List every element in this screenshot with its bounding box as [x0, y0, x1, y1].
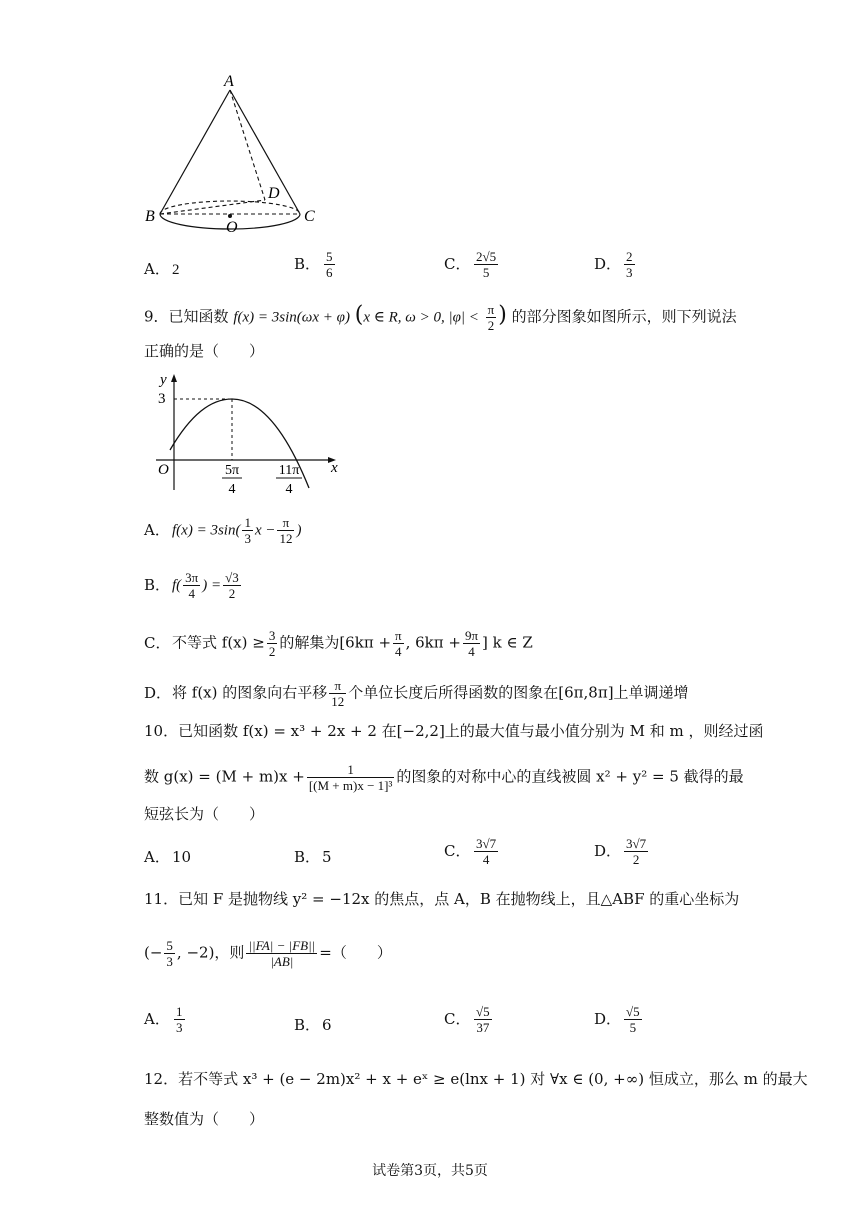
option-label: D．: [594, 1009, 622, 1028]
option-fraction: [329, 678, 346, 709]
fraction-denominator: 3: [176, 1020, 183, 1035]
option-fraction: [267, 628, 278, 659]
q11-coord-close: , −2)，则: [176, 943, 245, 962]
fraction-denominator: 4: [468, 644, 475, 659]
q9-stem-line2: 正确的是（ ）: [144, 342, 265, 360]
fraction-numerator: 3: [268, 628, 276, 643]
option-label: C．: [144, 633, 171, 652]
label-o: O: [226, 219, 238, 236]
edge-ad: [230, 90, 265, 200]
cone-figure: [140, 72, 325, 237]
y-axis-arrow: [171, 374, 177, 382]
q11-coord-open: (−: [144, 943, 163, 962]
option-fraction: [242, 515, 253, 546]
q12-stem-line2: 整数值为（ ）: [144, 1110, 265, 1128]
q9-option-a[interactable]: [144, 515, 301, 546]
q11-stem-text: 已知 F 是抛物线 y² = −12x 的焦点，点 A，B 在抛物线上，且△ABF 的重心坐标为: [178, 890, 740, 908]
option-fraction: [183, 570, 200, 601]
option-fraction: [174, 1004, 185, 1035]
q12-stem-text: 若不等式 x³ + (e − 2m)x² + x + eˣ ≥ e(lnx + 1) 对 ∀x ∈ (0, +∞) 恒成立，那么 m 的最大: [178, 1070, 808, 1088]
label-c: C: [304, 208, 315, 225]
q11-coord-fraction: [164, 938, 175, 969]
q9-option-c[interactable]: [144, 628, 533, 659]
q10-stem-line2: [144, 762, 744, 793]
y-label: y: [160, 372, 167, 388]
edge-bd: [160, 200, 265, 214]
fraction-denominator: 3: [626, 265, 633, 280]
fraction-denominator: 3: [244, 531, 251, 546]
paren-open: (: [354, 302, 364, 328]
question-number: 9．: [144, 307, 169, 326]
q10-stem-text: 已知函数 f(x) = x³ + 2x + 2 在[−2,2]上的最大值与最小值分别为 M 和 m ，则经过函: [178, 722, 764, 740]
fraction-denominator: 4: [395, 644, 402, 659]
q10-stem-line1: [144, 720, 763, 742]
option-fraction: [474, 249, 498, 280]
option-label: A．: [144, 848, 170, 866]
q11-option-c[interactable]: [444, 1004, 494, 1035]
fraction-denominator: 2: [487, 318, 495, 333]
option-label: A．: [144, 1009, 170, 1028]
option-fraction: [474, 1004, 492, 1035]
option-fraction: [463, 628, 480, 659]
fraction-numerator: π: [487, 302, 495, 317]
y-tick-3: 3: [158, 391, 166, 407]
fraction-denominator: 2: [268, 644, 276, 659]
q11-option-b[interactable]: [294, 1014, 332, 1035]
option-label: C．: [444, 254, 471, 273]
q10-formula-a: 数 g(x) = (M + m)x +: [144, 767, 305, 786]
option-label: B．: [294, 1016, 321, 1034]
fraction-denominator: [(M + m)x − 1]³: [308, 778, 393, 793]
option-fraction: [277, 515, 294, 546]
x-tick2-num: 11π: [278, 463, 300, 478]
option-value: 2: [172, 262, 180, 278]
label-b: B: [145, 208, 155, 225]
fraction-numerator: 3√7: [476, 836, 497, 851]
base-back: [160, 201, 300, 214]
fraction-numerator: 5: [166, 938, 173, 953]
option-text: f(: [172, 577, 182, 594]
option-fraction: [624, 249, 635, 280]
q9-pi-half: [486, 302, 497, 333]
fraction-numerator: √5: [626, 1004, 640, 1019]
option-fraction: [393, 628, 404, 659]
option-fraction: [624, 1004, 642, 1035]
option-fraction: [324, 249, 335, 280]
q8-option-d[interactable]: [594, 249, 637, 280]
question-number: 10．: [144, 722, 179, 740]
q9-formula: f(x) = 3sin(ωx + φ): [233, 309, 350, 326]
q11-ratio-fraction: [246, 938, 317, 969]
question-number: 12．: [144, 1070, 179, 1088]
q10-option-d[interactable]: [594, 836, 650, 867]
edge-ac: [230, 90, 300, 214]
option-label: A．: [144, 260, 170, 278]
option-value: 6: [322, 1016, 332, 1034]
fraction-denominator: 2: [228, 586, 236, 601]
q11-stem-end: =（ ）: [319, 943, 392, 962]
fraction-denominator: 5: [482, 265, 490, 280]
fraction-numerator: 2: [626, 249, 633, 264]
fraction-denominator: 4: [482, 852, 490, 867]
option-label: C．: [444, 841, 471, 860]
fraction-numerator: √5: [476, 1004, 490, 1019]
q12-stem-line1: [144, 1068, 808, 1090]
option-text: f(x) = 3sin(: [172, 522, 241, 539]
x-tick1-den: 4: [228, 482, 236, 497]
option-value: 5: [322, 848, 332, 866]
option-tail: ] k ∈ Z: [482, 633, 533, 652]
option-label: D．: [144, 683, 172, 702]
q9-stem-line1: [144, 302, 737, 333]
x-tick1-num: 5π: [224, 463, 240, 478]
option-mid: ) =: [202, 577, 222, 594]
label-d: D: [268, 185, 280, 202]
fraction-denominator: 6: [326, 265, 333, 280]
question-number: 11．: [144, 890, 179, 908]
q9-option-d[interactable]: [144, 678, 689, 709]
fraction-denominator: 12: [279, 531, 293, 546]
option-label: C．: [444, 1009, 471, 1028]
option-end: ): [296, 522, 302, 539]
fraction-numerator: 2√5: [476, 249, 497, 264]
x-tick2-den: 4: [285, 482, 293, 497]
center-dot: [228, 214, 232, 218]
fraction-numerator: 1: [176, 1004, 183, 1019]
sine-graph: [146, 370, 346, 500]
option-mid: 的解集为[6kπ +: [279, 633, 392, 652]
q10-option-c[interactable]: [444, 836, 500, 867]
option-label: A．: [144, 520, 170, 539]
q9-condition: x ∈ R, ω > 0, |φ| <: [363, 309, 479, 326]
option-label: B．: [294, 254, 321, 273]
page-footer: 试卷第3页，共5页: [372, 1163, 488, 1179]
option-text: 将 f(x) 的图象向右平移: [172, 683, 328, 702]
q10-option-a[interactable]: [144, 846, 191, 867]
q11-stem-line2: [144, 938, 392, 969]
q10-formula-b: 的图象的对称中心的直线被圆 x² + y² = 5 截得的最: [396, 767, 744, 786]
option-label: B．: [294, 848, 321, 866]
fraction-denominator: 12: [331, 694, 345, 709]
fraction-denominator: 4: [188, 586, 195, 601]
fraction-denominator: 2: [632, 852, 640, 867]
fraction-denominator: 3: [166, 954, 173, 969]
option-end: , 6kπ +: [405, 633, 461, 652]
fraction-numerator: 3π: [185, 570, 199, 585]
q8-option-c[interactable]: [444, 249, 500, 280]
fraction-numerator: 3√7: [626, 836, 647, 851]
option-value: 10: [172, 848, 192, 866]
edge-ab: [160, 90, 230, 214]
fraction-denominator: 5: [629, 1020, 637, 1035]
fraction-numerator: π: [395, 628, 402, 643]
q10-option-b[interactable]: [294, 846, 332, 867]
option-fraction: [223, 570, 241, 601]
fraction-denominator: 37: [476, 1020, 490, 1035]
option-mid: 个单位长度后所得函数的图象在[6π,8π]上单调递增: [348, 683, 689, 702]
paren-close: ): [498, 302, 507, 328]
q9-option-b[interactable]: [144, 570, 243, 601]
fraction-numerator: √3: [225, 570, 239, 585]
fraction-numerator: 1: [307, 762, 395, 778]
option-text: 不等式 f(x) ≥: [172, 633, 265, 652]
fraction-numerator: ||FA| − |FB||: [248, 938, 316, 953]
q8-option-a[interactable]: [144, 258, 180, 279]
q10-stem-line3: 短弦长为（ ）: [144, 805, 265, 823]
q8-option-b[interactable]: [294, 249, 337, 280]
option-label: B．: [144, 575, 171, 594]
fraction-denominator: |AB|: [270, 954, 294, 969]
fraction-numerator: 5: [326, 249, 333, 264]
q11-option-d[interactable]: [594, 1004, 644, 1035]
fraction-numerator: 9π: [464, 628, 479, 643]
q11-stem-line1: [144, 888, 739, 910]
option-label: D．: [594, 254, 622, 273]
option-fraction: [474, 836, 498, 867]
label-a: A: [224, 73, 234, 90]
option-mid: x −: [254, 522, 276, 539]
q10-fraction: [307, 762, 395, 793]
q9-stem-text-b: 的部分图象如图所示，则下列说法: [511, 307, 737, 326]
q9-stem-text: 已知函数: [168, 307, 229, 326]
x-label: x: [331, 460, 338, 476]
origin-label: O: [158, 462, 169, 478]
fraction-numerator: 1: [244, 515, 251, 530]
fraction-numerator: π: [277, 515, 294, 531]
q11-option-a[interactable]: [144, 1004, 187, 1035]
option-fraction: [624, 836, 648, 867]
option-label: D．: [594, 841, 622, 860]
fraction-numerator: π: [329, 678, 346, 694]
